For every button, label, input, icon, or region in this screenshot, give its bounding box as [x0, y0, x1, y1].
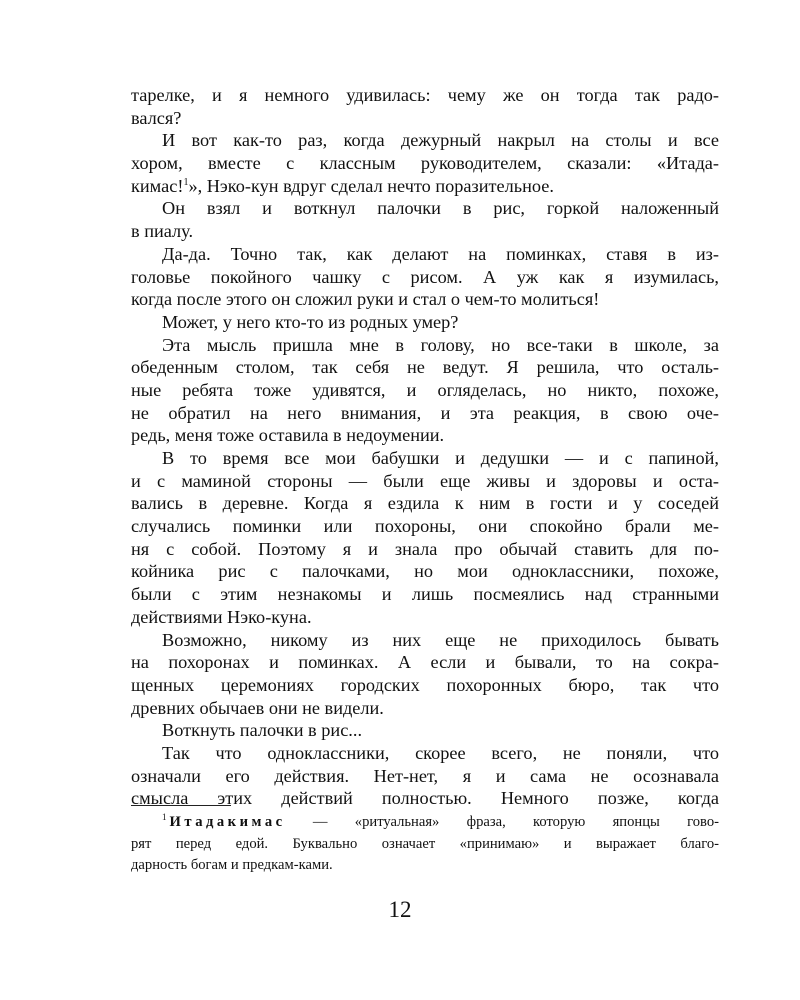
text-line-content: вался? — [131, 107, 182, 128]
text-line-content: на похоронах и поминках. А если и бывали, то на сокра- — [131, 652, 719, 673]
text-line-content: Он взял и воткнул палочки в рис, горкой наложенный — [162, 198, 719, 219]
text-line — [131, 334, 719, 357]
text-line-continuation: », Нэко-кун вдруг сделал нечто поразительное. — [188, 175, 554, 196]
footnote-line-1-rest: — «ритуальная» фраза, которую японцы гово- — [285, 814, 719, 830]
text-line-content: древних обычаев они не видели. — [131, 697, 384, 718]
text-line — [131, 311, 719, 334]
text-line-content: тарелке, и я немного удивилась: чему же он тогда так радо- — [131, 85, 719, 105]
text-line-content: действиями Нэко-куна. — [131, 606, 312, 627]
text-line — [131, 84, 719, 107]
text-line-content: головье покойного чашку с рисом. А уж как я изумилась, — [131, 266, 719, 287]
footnote-mark: 1 — [162, 812, 167, 822]
text-line-content: редь, меня тоже оставила в недоумении. — [131, 425, 445, 446]
text-line-content: и с маминой стороны — были еще живы и здоровы и оста- — [131, 470, 719, 491]
text-line-content: койника рис с палочками, но мои одноклассники, похоже, — [131, 561, 719, 582]
text-line — [131, 197, 719, 220]
footnote-line-2: рят перед едой. Буквально означает «принимаю» и выражает благо- — [131, 835, 719, 852]
text-line-content: были с этим незнакомы и лишь посмеялись над странными — [131, 584, 719, 605]
text-line — [131, 787, 719, 810]
text-line — [131, 266, 719, 289]
footnote-line-1 — [131, 812, 719, 834]
page-number: 12 — [388, 897, 412, 922]
text-line-content: Эта мысль пришла мне в голову, но все-таки в школе, за — [162, 334, 719, 355]
text-line — [131, 243, 719, 266]
text-line-content: ные ребята тоже удивятся, и огляделась, но никто, похоже, — [131, 379, 719, 400]
text-line — [131, 470, 719, 493]
text-line — [131, 560, 719, 583]
text-line — [131, 175, 719, 198]
text-line — [131, 719, 719, 742]
text-line — [131, 288, 719, 311]
text-line-content: Воткнуть палочки в рис... — [162, 720, 363, 741]
text-line-content: вались в деревне. Когда я ездила к ним в гости и у соседей — [131, 493, 719, 514]
text-line-content: смысла этих действий полностью. Немного позже, когда — [131, 788, 719, 809]
text-line-content: в пиалу. — [131, 221, 194, 242]
text-line — [131, 220, 719, 243]
text-line-content: щенных церемониях городских похоронных бюро, так что — [131, 674, 719, 695]
text-line — [131, 492, 719, 515]
text-line — [131, 424, 719, 447]
text-line-content: означали его действия. Нет-нет, я и сама не осознавала — [131, 765, 719, 786]
text-line-content: не обратил на него внимания, и эта реакция, в свою оче- — [131, 402, 719, 423]
text-line — [131, 538, 719, 561]
text-line-content: Возможно, никому из них еще не приходилось бывать — [162, 629, 719, 650]
text-line-content: В то время все мои бабушки и дедушки — и с папиной, — [162, 448, 719, 468]
text-line-content: когда после этого он сложил руки и стал о чем-то молиться! — [131, 289, 600, 310]
text-line — [131, 129, 719, 152]
text-line — [131, 447, 719, 470]
text-line — [131, 606, 719, 629]
text-line-content: Да-да. Точно так, как делают на поминках, ставя в из- — [162, 243, 719, 264]
text-line-content: случались поминки или похороны, они спокойно брали ме- — [131, 516, 719, 537]
footnote — [131, 812, 719, 877]
text-line — [131, 697, 719, 720]
text-line-content: Может, у него кто-то из родных умер? — [162, 311, 459, 332]
text-line — [131, 765, 719, 788]
text-line — [131, 583, 719, 606]
text-line-content: ня с собой. Поэтому я и знала про обычай ставить для по- — [131, 538, 719, 559]
text-line — [131, 356, 719, 379]
footnote-line-3: дарность богам и предкам-ками. — [131, 857, 333, 873]
text-line — [131, 402, 719, 425]
footnote-ref: 1 — [183, 176, 189, 188]
body-text — [131, 84, 719, 810]
text-line — [131, 107, 719, 130]
text-line — [131, 742, 719, 765]
text-line — [131, 515, 719, 538]
text-line-content: Так что одноклассники, скорее всего, не поняли, что — [162, 742, 719, 763]
text-line-content: обеденным столом, так себя не ведут. Я решила, что осталь- — [131, 357, 719, 378]
footnote-divider — [131, 805, 231, 806]
footnote-term: Итадакимас — [169, 814, 286, 830]
text-line-content: И вот как-то раз, когда дежурный накрыл на столы и все — [162, 130, 719, 151]
text-line-content: хором, вместе с классным руководителем, сказали: «Итада- — [131, 153, 719, 174]
text-line-content: кимас! — [131, 175, 184, 196]
text-line — [131, 674, 719, 697]
text-line — [131, 152, 719, 175]
text-line — [131, 379, 719, 402]
text-line — [131, 651, 719, 674]
text-line — [131, 629, 719, 652]
